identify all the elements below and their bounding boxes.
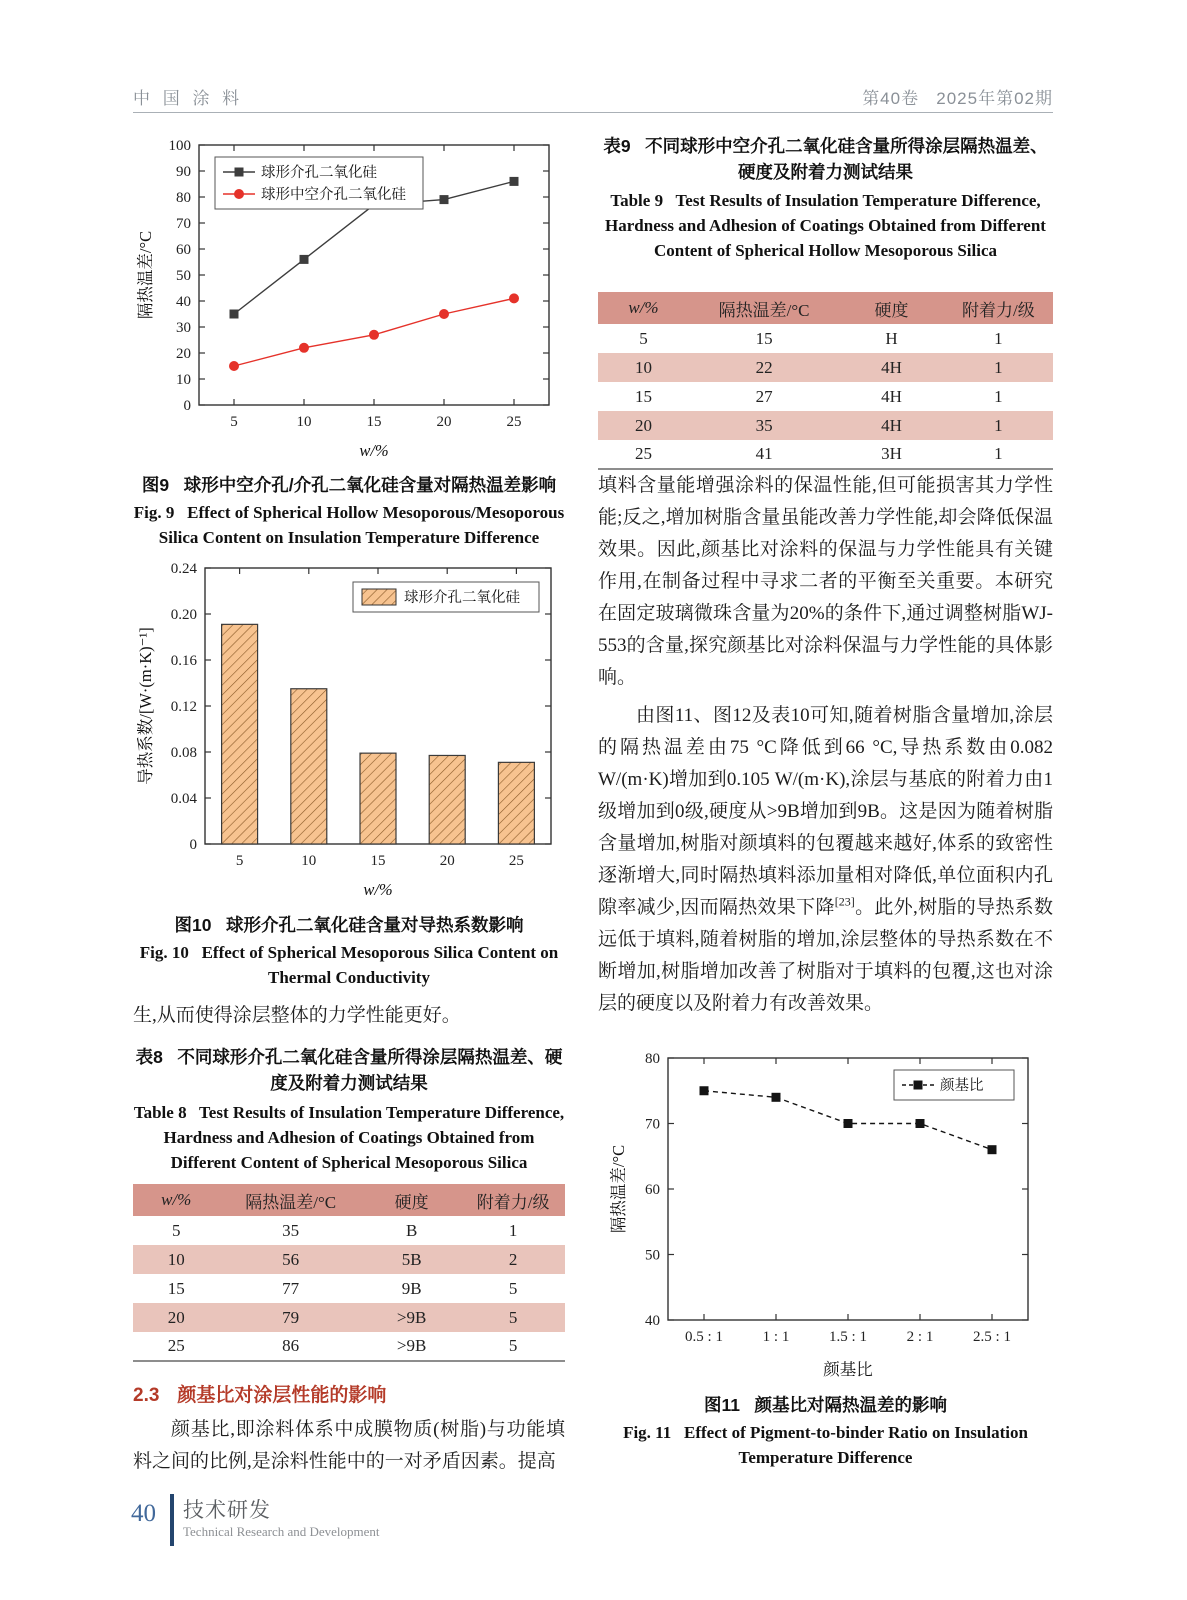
table-cell: 15 xyxy=(635,386,652,406)
figure10-plot xyxy=(133,556,565,904)
table-cell: 15 xyxy=(755,328,773,348)
table-cell: 35 xyxy=(282,1220,300,1240)
table-row xyxy=(598,440,1053,469)
table8-caption-cn: 表8 不同球形介孔二氧化硅含量所得涂层隔热温差、硬度及附着力测试结果 xyxy=(135,1047,563,1093)
svg-text:0.20: 0.20 xyxy=(170,607,197,623)
table-row xyxy=(133,1245,565,1274)
left-paragraph: 颜基比,即涂料体系中成膜物质(树脂)与功能填料之间的比例,是涂料性能中的一对矛盾因素。提高 xyxy=(133,1419,565,1472)
svg-text:10: 10 xyxy=(301,853,317,869)
table-cell: >9B xyxy=(396,1336,427,1355)
svg-text:20: 20 xyxy=(176,346,191,362)
svg-text:10: 10 xyxy=(176,372,191,388)
footer-section-en: Technical Research and Development xyxy=(183,1524,380,1539)
svg-text:0.04: 0.04 xyxy=(170,791,197,807)
table-row xyxy=(598,324,1053,353)
table9-grid xyxy=(598,292,1053,470)
svg-text:40: 40 xyxy=(176,294,191,310)
svg-text:5: 5 xyxy=(235,853,244,869)
footer-divider-bar xyxy=(170,1494,174,1546)
table-cell: 2 xyxy=(508,1249,518,1269)
citation-ref-23: [23] xyxy=(834,894,855,909)
table-cell: 5 xyxy=(508,1336,518,1355)
table-cell: 5 xyxy=(639,328,648,348)
figure11-chart xyxy=(606,1046,1046,1384)
table-cell: 41 xyxy=(755,444,773,463)
table-cell: 25 xyxy=(167,1336,185,1355)
table-row xyxy=(598,353,1053,382)
figure10-chart xyxy=(133,556,565,904)
table-cell: 86 xyxy=(282,1336,300,1355)
table-cell: 5 xyxy=(508,1278,518,1298)
figure9-caption-cn: 图9 球形中空介孔/介孔二氧化硅含量对隔热温差影响 xyxy=(141,475,557,495)
svg-text:0.12: 0.12 xyxy=(170,699,197,715)
table-cell: 35 xyxy=(755,415,773,435)
column-header: w/% xyxy=(598,292,689,324)
table8 xyxy=(133,1184,565,1362)
table8-caption-en: Table 8 Test Results of Insulation Temperature Difference, Hardness and Adhesion of Coatings Obtained from Different Content of Spherical Mesoporous Silica xyxy=(133,1103,569,1172)
svg-text:20: 20 xyxy=(436,414,452,430)
svg-text:25: 25 xyxy=(508,853,524,869)
svg-text:0.5 : 1: 0.5 : 1 xyxy=(685,1329,723,1345)
table-row xyxy=(133,1216,565,1245)
table-cell: 1 xyxy=(994,357,1003,377)
right-paragraph-2b: 。此外,树脂的导热系数远低于填料,随着树脂的增加,涂层整体的导热系数在不断增加,树脂增加改善了树脂对于填料的包覆,这也对涂层的硬度以及附着力有改善效果。 xyxy=(598,897,1053,1014)
svg-text:2.5 : 1: 2.5 : 1 xyxy=(973,1329,1011,1345)
table-cell: 1 xyxy=(508,1220,518,1240)
column-header: 硬度 xyxy=(839,292,944,324)
fig9-svg xyxy=(133,133,565,465)
svg-text:球形介孔二氧化硅: 球形介孔二氧化硅 xyxy=(261,165,377,181)
table-cell: 27 xyxy=(755,386,773,406)
table9 xyxy=(598,292,1053,470)
svg-text:颜基比: 颜基比 xyxy=(823,1360,873,1379)
right-paragraph-1: 填料含量能增强涂料的保温性能,但可能损害其力学性能;反之,增加树脂含量虽能改善力学性能,却会降低保温效果。因此,颜基比对涂料的保温与力学性能具有关键作用,在制备过程中寻求二者的平衡至关重要。本研究在固定玻璃微珠含量为20%的条件下,通过调整树脂WJ-553的含量,探究颜基比对涂料保温与力学性能的具体影响。 xyxy=(598,475,1053,688)
figure11-plot xyxy=(606,1046,1046,1384)
svg-text:70: 70 xyxy=(645,1116,660,1133)
svg-text:1.5 : 1: 1.5 : 1 xyxy=(829,1329,867,1345)
svg-text:100: 100 xyxy=(168,138,191,154)
svg-text:25: 25 xyxy=(506,414,522,430)
header-rule xyxy=(133,112,1053,113)
svg-text:导热系数/[W·(m·K)⁻¹]: 导热系数/[W·(m·K)⁻¹] xyxy=(136,627,155,785)
svg-text:5: 5 xyxy=(230,414,238,430)
figure11-caption-en: Fig. 11 Effect of Pigment-to-binder Ratio on Insulation Temperature Difference xyxy=(623,1423,1032,1467)
svg-text:w/%: w/% xyxy=(363,880,393,899)
issue-info: 第40卷 2025年第02期 xyxy=(862,89,1053,108)
table8-grid xyxy=(133,1184,565,1362)
table-cell: >9B xyxy=(396,1307,427,1327)
table-header-row xyxy=(598,292,1053,324)
svg-text:w/%: w/% xyxy=(359,441,389,460)
table-header-row xyxy=(133,1184,565,1216)
table-cell: 3H xyxy=(881,444,902,463)
svg-text:60: 60 xyxy=(645,1182,660,1198)
svg-text:0.08: 0.08 xyxy=(170,745,197,761)
svg-text:0.16: 0.16 xyxy=(170,653,197,669)
table-cell: 25 xyxy=(635,444,652,463)
table-cell: 4H xyxy=(881,415,902,435)
figure11-caption-cn: 图11 颜基比对隔热温差的影响 xyxy=(703,1395,948,1415)
section-title: 颜基比对涂层性能的影响 xyxy=(177,1385,387,1406)
svg-text:2 : 1: 2 : 1 xyxy=(906,1329,934,1345)
table-cell: 20 xyxy=(167,1307,185,1327)
figure9-chart xyxy=(133,133,565,465)
column-header: 硬度 xyxy=(362,1184,461,1216)
svg-text:球形介孔二氧化硅: 球形介孔二氧化硅 xyxy=(404,590,520,606)
svg-text:90: 90 xyxy=(176,164,191,180)
table-cell: 5B xyxy=(401,1249,422,1269)
svg-text:隔热温差/°C: 隔热温差/°C xyxy=(136,230,155,320)
svg-text:0: 0 xyxy=(183,398,191,414)
table-row xyxy=(133,1303,565,1332)
table-cell: 10 xyxy=(167,1249,185,1269)
svg-text:80: 80 xyxy=(645,1051,660,1067)
journal-title: 中 国 涂 料 xyxy=(133,89,244,108)
table-cell: 4H xyxy=(881,386,902,406)
figure9-caption-en: Fig. 9 Effect of Spherical Hollow Mesoporous/Mesoporous Silica Content on Insulation Temperature Difference xyxy=(133,503,569,547)
column-header: 附着力/级 xyxy=(461,1184,565,1216)
svg-text:隔热温差/°C: 隔热温差/°C xyxy=(609,1144,628,1234)
svg-text:球形中空介孔二氧化硅: 球形中空介孔二氧化硅 xyxy=(261,187,406,203)
figure10-caption-en: Fig. 10 Effect of Spherical Mesoporous Silica Content on Thermal Conductivity xyxy=(139,943,563,987)
table-cell: 56 xyxy=(282,1249,300,1269)
table-cell: 10 xyxy=(635,357,652,377)
svg-text:15: 15 xyxy=(366,414,382,430)
section-number: 2.3 xyxy=(133,1385,160,1406)
table-cell: 22 xyxy=(755,357,773,377)
table-row xyxy=(133,1274,565,1303)
svg-text:15: 15 xyxy=(370,853,386,869)
page-number: 40 xyxy=(131,1500,156,1527)
table-cell: 20 xyxy=(635,415,652,435)
figure9-plot xyxy=(133,133,565,465)
table-cell: 5 xyxy=(508,1307,518,1327)
table-cell: 9B xyxy=(401,1278,422,1298)
table-cell: 1 xyxy=(994,415,1003,435)
table-cell: 77 xyxy=(282,1278,300,1298)
table-row xyxy=(133,1332,565,1361)
column-header: 附着力/级 xyxy=(944,292,1053,324)
svg-text:70: 70 xyxy=(176,216,191,232)
table-cell: 4H xyxy=(881,357,902,377)
fig11-svg xyxy=(606,1046,1046,1384)
table-cell: 1 xyxy=(994,386,1003,406)
section-2-3-heading xyxy=(133,1380,565,1407)
svg-text:60: 60 xyxy=(176,242,191,258)
right-paragraph-2a: 由图11、图12及表10可知,随着树脂含量增加,涂层的隔热温差由75 °C降低到66 °C,导热系数由0.082 W/(m·K)增加到0.105 W/(m·K),涂层与基底的附着力由1级增加到0级,硬度从>9B增加到9B。这是因为随着树脂含量增加,树脂对颜填料的包覆越来越好,体系的致密性逐渐增大,同时隔热填料添加量相对降低,单位面积内孔隙率减少,因而隔热效果下降 xyxy=(598,705,1053,918)
fig10-svg xyxy=(133,556,565,904)
column-header: 隔热温差/°C xyxy=(689,292,839,324)
svg-text:颜基比: 颜基比 xyxy=(940,1078,984,1094)
svg-text:0.24: 0.24 xyxy=(170,561,197,577)
table-row xyxy=(598,411,1053,440)
table-row xyxy=(598,382,1053,411)
svg-text:30: 30 xyxy=(176,320,191,336)
left-body-line: 生,从而使得涂层整体的力学性能更好。 xyxy=(133,1005,461,1026)
table-cell: B xyxy=(405,1220,418,1240)
svg-text:80: 80 xyxy=(176,190,191,206)
table9-caption-en: Table 9 Test Results of Insulation Temperature Difference, Hardness and Adhesion of Coatings Obtained from Different Content of Spherical Hollow Mesoporous Silica xyxy=(605,191,1051,260)
column-header: 隔热温差/°C xyxy=(219,1184,362,1216)
table-cell: 79 xyxy=(282,1307,300,1327)
svg-text:50: 50 xyxy=(645,1247,660,1264)
table-cell: 15 xyxy=(167,1278,185,1298)
table-cell: 5 xyxy=(171,1220,181,1240)
svg-text:10: 10 xyxy=(296,414,312,430)
svg-text:20: 20 xyxy=(439,853,455,869)
svg-text:40: 40 xyxy=(645,1313,660,1329)
table-cell: 1 xyxy=(994,444,1003,463)
footer-section-cn: 技术研发 xyxy=(183,1499,271,1522)
right-paragraph-2 xyxy=(598,700,1053,1020)
svg-text:1 : 1: 1 : 1 xyxy=(762,1329,790,1345)
table-cell: 1 xyxy=(994,328,1003,348)
figure10-caption-cn: 图10 球形介孔二氧化硅含量对导热系数影响 xyxy=(174,915,524,935)
column-header: w/% xyxy=(133,1184,219,1216)
svg-text:50: 50 xyxy=(176,268,191,284)
table9-caption-cn: 表9 不同球形中空介孔二氧化硅含量所得涂层隔热温差、硬度及附着力测试结果 xyxy=(603,136,1048,182)
svg-text:0: 0 xyxy=(189,837,197,853)
table-cell: H xyxy=(885,328,898,348)
